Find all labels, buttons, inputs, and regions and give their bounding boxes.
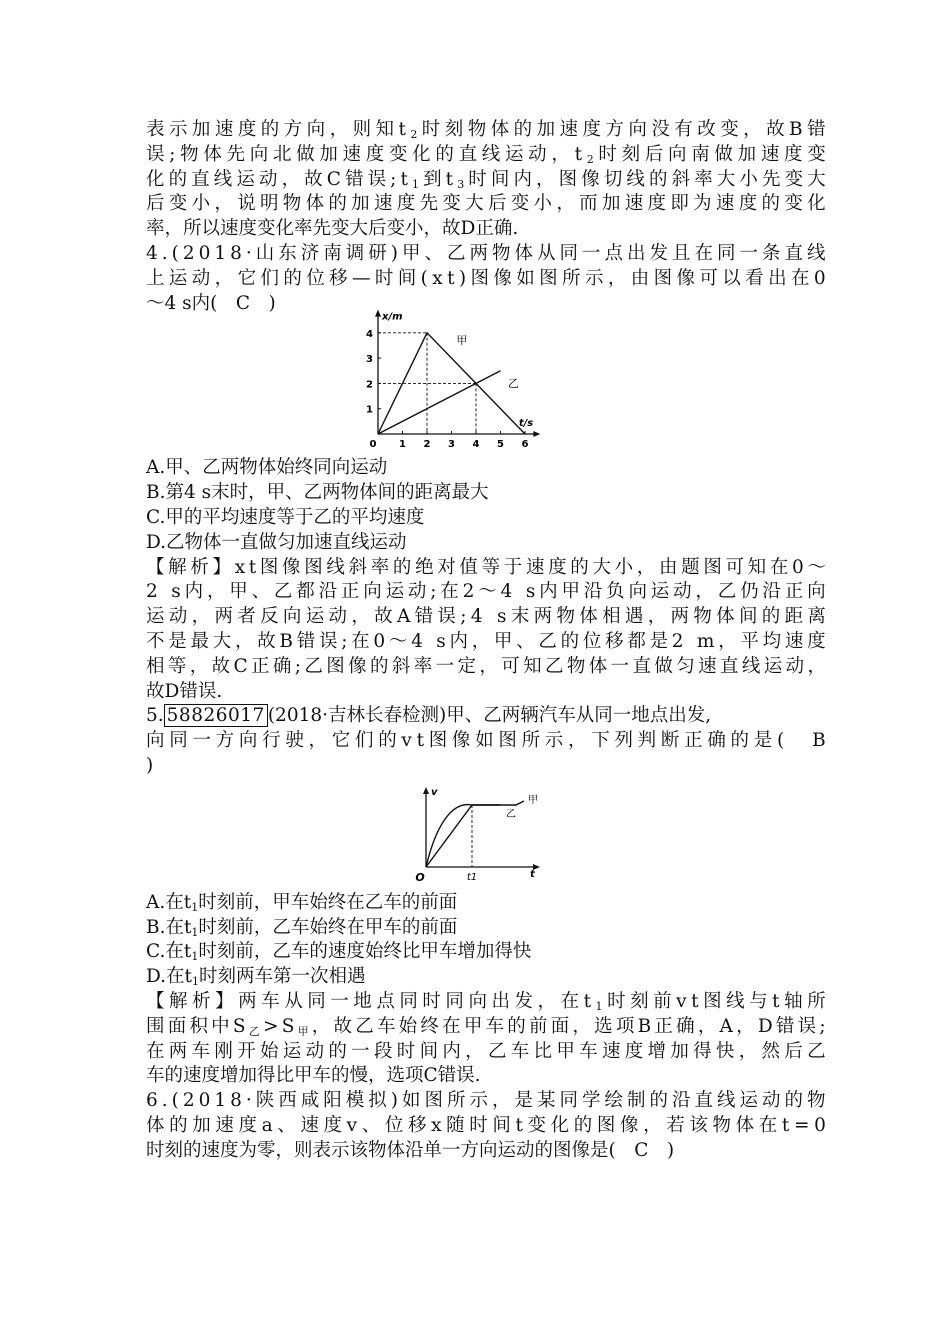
- analysis-line: 围 面 积 中 S $_乙$ > S $_甲$ ， 故 乙 车 始 终 在 甲 车 的 前 面 ， 选 项 B 正 确 ， A ， D 错 误 ;: [146, 1015, 826, 1038]
- text-segment: 时刻前，甲车始终在乙车的前面: [198, 891, 458, 913]
- text-segment: ～4 s内( C ): [146, 292, 276, 314]
- y-axis-label: x/m: [382, 311, 403, 323]
- xt-graph-figure: [146, 311, 826, 456]
- y-tick-label: 3: [366, 354, 373, 366]
- vt-graph: [412, 783, 552, 895]
- subscript: 3: [457, 177, 465, 191]
- x-tick-label: 2: [423, 439, 431, 451]
- subscript: 2: [410, 128, 418, 141]
- x-axis-label: t: [530, 868, 535, 880]
- analysis-line: 在 两 车 刚 开 始 运 动 的 一 段 时 间 内 ， 乙 车 比 甲 车 速 度 增 加 得 快 ， 然 后 乙: [146, 1040, 826, 1062]
- text-line: 化 的 直 线 运 动 ， 故 C 错 误 ; t $_1$ 到 t $_3$ 时 间 内 ， 图 像 切 线 的 斜 率 大 小 先 变 大: [146, 168, 826, 191]
- analysis-line: 【 解 析 】 x t 图 像 图 线 斜 率 的 绝 对 值 等 于 速 度 的 大 小 ， 由 题 图 可 知 在 0 ～: [146, 556, 826, 578]
- x-tick-label: 1: [399, 439, 406, 451]
- question-6-line: 6 . ( 2 0 1 8 · 陕 西 咸 阳 模 拟 ) 如 图 所 示 ， 是 某 同 学 绘 制 的 沿 直 线 运 动 的 物: [146, 1090, 826, 1112]
- question-4-line: [146, 292, 826, 317]
- question-5-line: [146, 704, 826, 729]
- question-4-line: 上 运 动 ， 它 们 的 位 移 — 时 间 ( x t ) 图 像 如 图 所 示 ， 由 图 像 可 以 看 出 在 0: [146, 267, 826, 289]
- x-tick-label: 0: [369, 439, 377, 451]
- subscript: 1: [595, 999, 603, 1013]
- document-page: [146, 118, 826, 1164]
- text-line: [146, 217, 826, 242]
- analysis-line: 相 等 ， 故 C 正 确 ; 乙 图 像 的 斜 率 一 定 ， 可 知 乙 物 体 一 直 做 匀 速 直 线 运 动 ，: [146, 655, 826, 677]
- analysis-line: 不 是 最 大 ， 故 B 错 误 ; 在 0 ～ 4 s 内 ， 甲 、 乙 的 位 移 都 是 2 m ， 平 均 速 度: [146, 630, 826, 652]
- series-label-yi: 乙: [507, 377, 519, 391]
- subscript: 乙: [248, 1024, 260, 1038]
- series-line-yi: [378, 371, 501, 434]
- series-label-jia: 甲: [456, 334, 468, 348]
- x-axis-arrow: [533, 431, 540, 437]
- text-segment: D.在t: [146, 966, 192, 988]
- question-id-box: 58826017: [164, 704, 268, 727]
- option-c: [146, 940, 826, 965]
- y-axis-label: v: [431, 786, 438, 798]
- x-axis-label: t/s: [518, 418, 534, 430]
- text-segment: 车的速度增加得比甲车的慢，选项C错误.: [146, 1065, 481, 1087]
- text-segment: 率，所以速度变化率先变大后变小，故D正确.: [146, 218, 519, 240]
- question-6-line: 体 的 加 速 度 a 、 速 度 v 、 位 移 x 随 时 间 t 变 化 的 图 像 ， 若 该 物 体 在 t = 0: [146, 1114, 826, 1136]
- subscript: 1: [412, 177, 419, 191]
- subscript: 1: [192, 975, 199, 989]
- subscript: 甲: [297, 1024, 309, 1038]
- text-segment: 时刻的速度为零，则表示该物体沿单一方向运动的图像是( C ): [146, 1139, 675, 1161]
- x-tick-label: t1: [466, 871, 478, 883]
- option-d: [146, 965, 826, 990]
- option-d: D.乙物体一直做匀加速直线运动: [146, 531, 407, 553]
- text-segment: B.在t: [146, 916, 192, 938]
- subscript: 2: [586, 152, 594, 166]
- question-4-line: 4 . ( 2 0 1 8 · 山 东 济 南 调 研 ) 甲 、 乙 两 物 体 从 同 一 点 出 发 且 在 同 一 条 直 线: [146, 242, 826, 264]
- option-a: A.甲、乙两物体始终同向运动: [146, 457, 388, 479]
- y-tick-label: 4: [366, 329, 373, 341]
- option-c: C.甲的平均速度等于乙的平均速度: [146, 506, 425, 528]
- y-axis-arrow: [423, 787, 429, 794]
- text-line: 后 变 小 ， 说 明 物 体 的 加 速 度 先 变 大 后 变 小 ， 而 加 速 度 即 为 速 度 的 变 化: [146, 193, 826, 215]
- text-segment: C.在t: [146, 941, 192, 963]
- subscript: 1: [191, 900, 199, 914]
- analysis-line: 【 解 析 】 两 车 从 同 一 地 点 同 时 同 向 出 发 ， 在 t $_1$ 时 刻 前 v t 图 线 与 t 轴 所: [146, 990, 826, 1013]
- xt-graph: [364, 311, 574, 458]
- y-tick-label: 1: [366, 405, 373, 417]
- analysis-line: [146, 1064, 826, 1089]
- text-segment: 时刻前，乙车始终在甲车的前面: [198, 916, 458, 938]
- question-5-text: (2018·吉林长春检测)甲、乙两辆汽车从同一地点出发,: [267, 705, 712, 727]
- y-tick-label: 2: [366, 379, 373, 391]
- vt-graph-figure: [146, 779, 826, 891]
- analysis-line: 2 s 内 ， 甲 、 乙 都 沿 正 向 运 动 ; 在 2 ～ 4 s 内 甲 沿 负 向 运 动 ， 乙 仍 沿 正 向: [146, 581, 826, 603]
- question-number: 5.: [146, 705, 164, 727]
- text-line: 误 ; 物 体 先 向 北 做 加 速 度 变 化 的 直 线 运 动 ， t $_2$ 时 刻 后 向 南 做 加 速 度 变: [146, 143, 826, 166]
- option-b: B.第4 s末时，甲、乙两物体间的距离最大: [146, 482, 489, 504]
- text-line: 表 示 加 速 度 的 方 向 ， 则 知 t $_2$ 时 刻 物 体 的 加 速 度 方 向 没 有 改 变 ， 故 B 错: [146, 119, 826, 141]
- text-segment: A.在t: [146, 891, 192, 913]
- x-tick-label: 5: [497, 439, 504, 451]
- text-segment: 时刻前，乙车的速度始终比甲车增加得快: [198, 941, 532, 963]
- analysis-line: 故D错误.: [146, 680, 223, 702]
- series-line-yi: [426, 804, 500, 866]
- x-tick-label: 3: [448, 439, 455, 451]
- x-tick-label: 6: [521, 439, 529, 451]
- question-5-line: ): [146, 754, 154, 776]
- analysis-line: 运 动 ， 两 者 反 向 运 动 ， 故 A 错 误 ; 4 s 末 两 物 体 相 遇 ， 两 物 体 间 的 距 离: [146, 606, 826, 628]
- subscript: 1: [191, 950, 199, 964]
- series-label-jia: 甲: [528, 794, 538, 806]
- x-tick-label: 4: [472, 439, 480, 451]
- origin-label: O: [415, 870, 425, 884]
- text-segment: 时刻两车第一次相遇: [199, 966, 366, 988]
- question-5-line: 向 同 一 方 向 行 驶 ， 它 们 的 v t 图 像 如 图 所 示 ， 下 列 判 断 正 确 的 是 ( B: [146, 730, 826, 752]
- question-6-line: [146, 1139, 826, 1164]
- subscript: 1: [191, 925, 199, 939]
- series-label-yi: 乙: [506, 808, 516, 820]
- option-b: [146, 916, 826, 941]
